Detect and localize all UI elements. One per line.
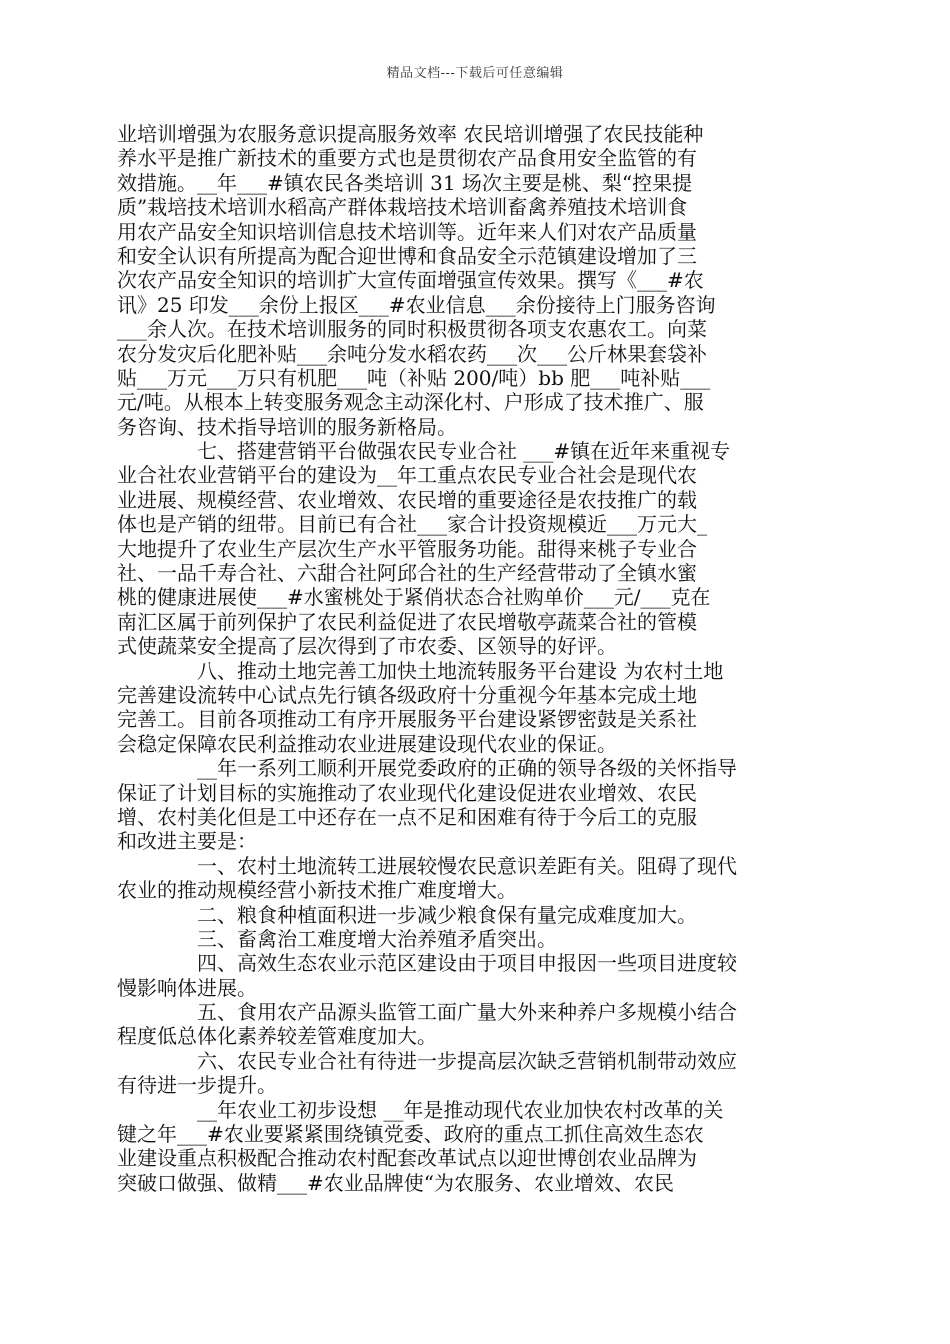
text-line: 养水平是推广新技术的重要方式也是贯彻农产品食用安全监管的有 xyxy=(117,146,697,171)
text-line: 效措施。__年___#镇农民各类培训 31 场次主要是桃、梨“控果提 xyxy=(117,170,693,195)
text-line: 四、高效生态农业示范区建设由于项目申报因一些项目进度较 xyxy=(197,951,737,976)
text-line: 桃的健康进展使___#水蜜桃处于紧俏状态合社购单价___元/___克在 xyxy=(117,585,711,610)
text-line: 保证了计划目标的实施推动了农业现代化建设促进农业增效、农民 xyxy=(117,780,697,805)
text-line: 有待进一步提升。 xyxy=(117,1073,277,1098)
text-line: 业合社农业营销平台的建设为__年工重点农民专业合社会是现代农 xyxy=(117,463,697,488)
text-line: 和改进主要是： xyxy=(117,829,257,854)
document-body xyxy=(117,122,811,1195)
text-line: __年农业工初步设想 __年是推动现代农业加快农村改革的关 xyxy=(197,1097,724,1122)
text-line: ___余人次。在技术培训服务的同时积极贯彻各项支农惠农工。向菜 xyxy=(117,317,707,342)
text-line: __年一系列工顺利开展党委政府的正确的领导各级的关怀指导 xyxy=(197,756,737,781)
text-line: 程度低总体化素养较差管难度加大。 xyxy=(117,1024,437,1049)
text-line: 式使蔬菜安全提高了层次得到了市农委、区领导的好评。 xyxy=(117,634,617,659)
text-line: 贴___万元___万只有机肥___吨（补贴 200/吨）bb 肥___吨补贴___ xyxy=(117,365,711,390)
text-line: 业建设重点积极配合推动农村配套改革试点以迎世博创农业品牌为 xyxy=(117,1146,697,1171)
text-line: 务咨询、技术指导培训的服务新格局。 xyxy=(117,414,457,439)
text-line: 八、推动土地完善工加快土地流转服务平台建设 为农村土地 xyxy=(197,658,724,683)
text-line: 一、农村土地流转工进展较慢农民意识差距有关。阻碍了现代 xyxy=(197,853,737,878)
text-line: 次农产品安全知识的培训扩大宣传面增强宣传效果。撰写《___#农 xyxy=(117,268,704,293)
text-line: 质”栽培技术培训水稻高产群体栽培技术培训畜禽养殖技术培训食 xyxy=(117,195,688,220)
text-line: 键之年___#农业要紧紧围绕镇党委、政府的重点工抓住高效生态农 xyxy=(117,1122,704,1147)
text-line: 六、农民专业合社有待进一步提高层次缺乏营销机制带动效应 xyxy=(197,1048,737,1073)
text-line: 五、食用农产品源头监管工面广量大外来种养户多规模小结合 xyxy=(197,1000,737,1025)
text-line: 业进展、规模经营、农业增效、农民增的重要途径是农技推广的载 xyxy=(117,487,697,512)
text-line: 慢影响体进展。 xyxy=(117,975,257,1000)
text-line: 二、粮食种植面积进一步减少粮食保有量完成难度加大。 xyxy=(197,902,697,927)
text-line: 社、一品千寿合社、六甜合社阿邱合社的生产经营带动了全镇水蜜 xyxy=(117,561,697,586)
text-line: 突破口做强、做精___#农业品牌使“为农服务、农业增效、农民 xyxy=(117,1170,674,1195)
text-line: 增、农村美化但是工中还存在一点不足和困难有待于今后工的克服 xyxy=(117,804,697,829)
text-line: 三、畜禽治工难度增大治养殖矛盾突出。 xyxy=(197,926,557,951)
text-line: 体也是产销的纽带。目前已有合社___家合计投资规模近___万元大_ xyxy=(117,512,707,537)
text-line: 用农产品安全知识培训信息技术培训等。近年来人们对农产品质量 xyxy=(117,219,697,244)
text-line: 七、搭建营销平台做强农民专业合社 ___#镇在近年来重视专 xyxy=(197,439,731,464)
text-line: 会稳定保障农民利益推动农业进展建设现代农业的保证。 xyxy=(117,731,617,756)
text-line: 和安全认识有所提高为配合迎世博和食品安全示范镇建设增加了三 xyxy=(117,243,697,268)
text-line: 完善建设流转中心试点先行镇各级政府十分重视今年基本完成土地 xyxy=(117,682,697,707)
text-line: 农业的推动规模经营小新技术推广难度增大。 xyxy=(117,878,517,903)
text-line: 完善工。目前各项推动工有序开展服务平台建设紧锣密鼓是关系社 xyxy=(117,707,697,732)
text-line: 南汇区属于前列保护了农民利益促进了农民增敬亭蔬菜合社的管模 xyxy=(117,609,697,634)
text-line: 讯》25 印发___余份上报区___#农业信息___余份接待上门服务咨询 xyxy=(117,292,716,317)
text-line: 农分发灾后化肥补贴___余吨分发水稻农药___次___公斤林果套袋补 xyxy=(117,341,707,366)
text-line: 元/吨。从根本上转变服务观念主动深化村、户形成了技术推广、服 xyxy=(117,390,704,415)
text-line: 业培训增强为农服务意识提高服务效率 农民培训增强了农民技能种 xyxy=(117,122,704,146)
page-header: 精品文档---下载后可任意编辑 xyxy=(386,66,564,81)
text-line: 大地提升了农业生产层次生产水平管服务功能。甜得来桃子专业合 xyxy=(117,536,697,561)
